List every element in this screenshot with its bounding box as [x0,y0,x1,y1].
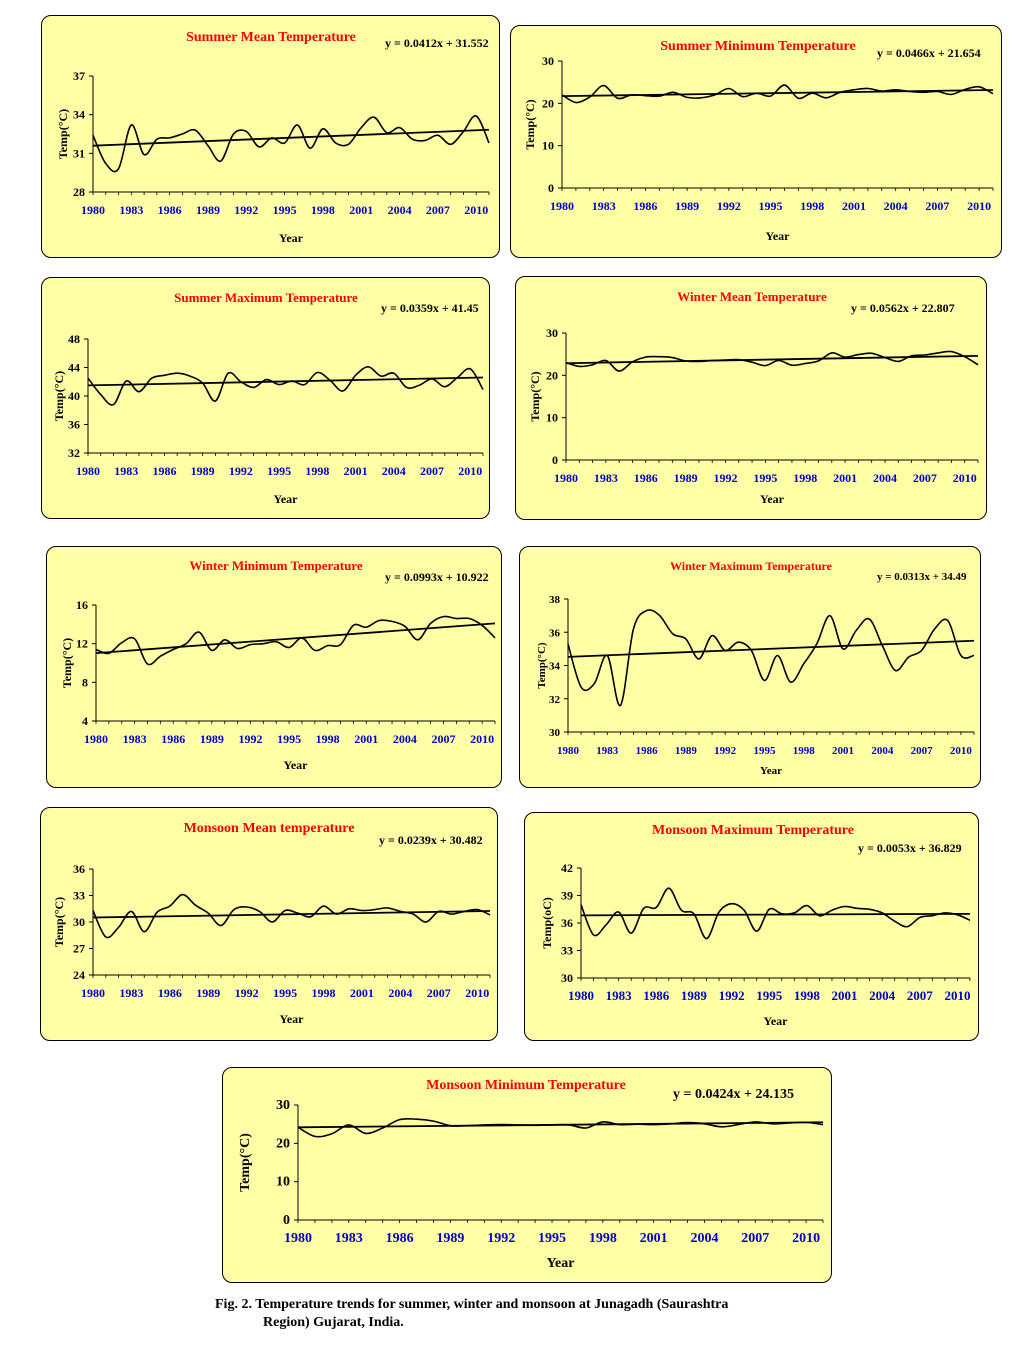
y-axis-label: Temp(°C) [52,896,66,948]
x-axis-label: Year [279,1012,304,1026]
y-axis-label: Temp(°C) [536,642,548,689]
x-tick-label: 1986 [161,732,186,746]
series-line [88,367,483,405]
trend-equation: y = 0.0053x + 36.829 [858,841,962,855]
x-tick-label: 1983 [591,199,616,213]
x-tick-label: 1992 [718,988,745,1003]
x-tick-label: 2007 [431,732,456,746]
x-tick-label: 1998 [305,464,330,478]
chart-panel-summer-mean [41,15,500,258]
x-tick-label: 2007 [906,988,933,1003]
x-tick-label: 1980 [284,1231,312,1246]
y-tick-label: 37 [73,69,85,83]
x-tick-label: 2004 [869,988,896,1003]
x-tick-label: 2001 [832,745,855,757]
y-tick-label: 20 [546,368,558,383]
chart-svg-summer-maximum [42,278,491,520]
x-tick-label: 1980 [84,732,108,746]
x-axis-label: Year [760,765,782,777]
x-tick-label: 2010 [464,203,489,217]
trend-equation: y = 0.0424x + 24.135 [673,1087,794,1102]
chart-panel-winter-mean [515,276,987,520]
y-axis-label: Temp(oC) [540,897,554,949]
series-line [568,610,974,706]
x-tick-label: 1998 [793,988,820,1003]
x-tick-label: 1980 [557,745,579,757]
chart-title: Summer Minimum Temperature [660,39,856,54]
trend-equation: y = 0.0466x + 21.654 [877,46,981,60]
x-tick-label: 1995 [758,199,783,213]
caption-line-1: Fig. 2. Temperature trends for summer, winter and monsoon at Junagadh (Saurashtra [215,1297,729,1312]
x-axis-label: Year [279,231,303,245]
y-tick-label: 30 [542,54,554,68]
x-tick-label: 1980 [550,199,574,213]
x-tick-label: 1995 [267,464,292,478]
y-tick-label: 8 [82,675,88,690]
x-tick-label: 1992 [487,1231,516,1246]
y-tick-label: 0 [283,1213,290,1228]
trend-line [88,377,483,385]
x-tick-label: 1989 [199,732,224,746]
chart-title: Winter Maximum Temperature [670,559,832,573]
chart-svg-monsoon-minimum [223,1068,833,1284]
x-tick-label: 1986 [152,464,177,478]
y-tick-label: 24 [73,968,85,982]
x-tick-label: 2010 [952,471,977,485]
x-tick-label: 1983 [593,471,618,485]
trend-line [298,1122,823,1127]
y-tick-label: 36 [549,627,560,640]
chart-svg-summer-minimum [511,26,1003,259]
y-tick-label: 44 [68,360,80,375]
trend-line [93,911,490,918]
x-tick-label: 2010 [458,464,483,478]
x-axis-label: Year [273,492,298,506]
x-tick-label: 2004 [690,1231,719,1246]
x-tick-label: 2010 [792,1231,821,1246]
chart-svg-summer-mean [42,16,501,259]
series-line [96,616,495,664]
x-tick-label: 1989 [674,745,697,757]
y-tick-label: 10 [542,138,554,153]
series-line [298,1119,823,1137]
x-tick-label: 1983 [119,203,144,217]
x-tick-label: 1992 [234,986,259,1000]
y-tick-label: 16 [76,598,88,612]
x-tick-label: 1980 [81,986,105,1000]
x-tick-label: 2007 [925,199,950,213]
x-tick-label: 1992 [713,471,738,485]
y-axis-label: Temp(°C) [528,371,542,422]
y-tick-label: 38 [549,594,560,606]
y-tick-label: 48 [68,332,80,346]
y-tick-label: 34 [549,660,560,673]
x-tick-label: 1992 [234,203,259,217]
x-tick-label: 2001 [639,1231,668,1246]
x-tick-label: 1995 [277,732,302,746]
chart-panel-winter-maximum [519,546,981,788]
x-tick-label: 2004 [381,464,406,478]
x-tick-label: 2010 [470,732,495,746]
x-tick-label: 1980 [568,988,594,1003]
x-tick-label: 1980 [81,203,105,217]
x-tick-label: 1983 [596,745,619,757]
y-tick-label: 30 [561,971,573,985]
x-tick-label: 1986 [157,986,182,1000]
y-tick-label: 10 [276,1174,290,1190]
x-tick-label: 2007 [426,986,451,1000]
trend-equation: y = 0.0412x + 31.552 [385,36,489,50]
x-tick-label: 2010 [967,199,992,213]
chart-title: Monsoon Mean temperature [183,821,355,836]
x-tick-label: 1986 [385,1231,414,1246]
chart-title: Summer Maximum Temperature [174,290,358,305]
chart-panel-monsoon-mean [40,807,498,1041]
chart-panel-winter-minimum [46,546,502,788]
trend-equation: y = 0.0359x + 41.45 [381,301,479,315]
y-tick-label: 36 [68,417,80,432]
trend-equation: y = 0.0562x + 22.807 [851,301,955,315]
x-tick-label: 1986 [157,203,182,217]
x-tick-label: 2004 [388,986,413,1000]
x-tick-label: 1992 [228,464,253,478]
y-tick-label: 30 [546,326,558,340]
chart-panel-summer-maximum [41,277,490,519]
y-tick-label: 31 [73,146,85,161]
trend-equation: y = 0.0993x + 10.922 [385,570,489,584]
chart-svg-monsoon-maximum [525,813,980,1042]
chart-title: Monsoon Maximum Temperature [652,823,854,838]
chart-panel-monsoon-minimum [222,1067,832,1283]
x-tick-label: 1989 [673,471,698,485]
x-tick-label: 2004 [872,471,897,485]
x-tick-label: 1998 [793,471,818,485]
y-axis-label: Temp(°C) [56,108,70,160]
y-axis-label: Temp(°C) [60,637,74,689]
y-tick-label: 4 [82,714,88,728]
y-tick-label: 32 [549,693,560,706]
x-tick-label: 2001 [831,988,858,1003]
x-tick-label: 1995 [538,1231,567,1246]
trend-equation: y = 0.0313x + 34.49 [877,571,967,583]
x-tick-label: 1998 [588,1231,617,1246]
y-axis-label: Temp(°C) [52,370,66,422]
chart-svg-monsoon-mean [41,808,499,1042]
figure-caption [215,1296,835,1332]
x-tick-label: 1989 [675,199,700,213]
x-tick-label: 1986 [643,988,670,1003]
y-tick-label: 30 [549,727,560,739]
x-tick-label: 2007 [420,464,445,478]
x-tick-label: 1995 [272,203,297,217]
x-tick-label: 2004 [871,745,894,757]
y-tick-label: 36 [73,862,85,876]
x-tick-label: 2004 [883,199,908,213]
x-tick-label: 2010 [465,986,490,1000]
x-tick-label: 2007 [912,471,937,485]
x-tick-label: 2007 [910,745,933,757]
chart-svg-winter-maximum [520,547,982,789]
caption-line-2: Region) Gujarat, India. [263,1315,404,1330]
x-tick-label: 2004 [392,732,417,746]
x-tick-label: 1989 [195,203,220,217]
y-tick-label: 12 [76,636,88,651]
y-tick-label: 36 [561,916,573,930]
x-axis-label: Year [763,1014,788,1028]
x-tick-label: 1992 [714,745,737,757]
x-tick-label: 1998 [311,986,336,1000]
trend-line [96,623,495,653]
y-tick-label: 28 [73,185,85,199]
x-axis-label: Year [760,492,784,506]
y-axis-label: Temp(°C) [238,1133,253,1192]
y-tick-label: 40 [68,389,80,403]
x-axis-label: Year [283,758,308,772]
x-tick-label: 1986 [633,199,658,213]
x-tick-label: 2001 [349,986,374,1000]
chart-svg-winter-mean [516,277,988,521]
x-tick-label: 1983 [122,732,147,746]
x-tick-label: 1983 [605,988,632,1003]
chart-panel-monsoon-maximum [524,812,979,1041]
x-tick-label: 1980 [554,471,578,485]
x-axis-label: Year [546,1256,575,1271]
y-tick-label: 20 [542,96,554,111]
x-tick-label: 1998 [792,745,815,757]
x-tick-label: 2010 [949,745,972,757]
x-tick-label: 2004 [387,203,412,217]
x-tick-label: 1989 [196,986,221,1000]
y-tick-label: 20 [276,1136,290,1152]
x-tick-label: 1992 [716,199,741,213]
y-tick-label: 0 [548,181,554,195]
y-tick-label: 33 [73,888,85,903]
x-tick-label: 2001 [349,203,374,217]
x-tick-label: 1983 [334,1231,363,1246]
x-tick-label: 1992 [238,732,263,746]
x-tick-label: 1989 [680,988,707,1003]
x-tick-label: 1983 [119,986,144,1000]
x-tick-label: 1986 [635,745,658,757]
x-tick-label: 1995 [756,988,783,1003]
trend-line [581,914,970,916]
y-tick-label: 30 [73,915,85,929]
x-tick-label: 1998 [800,199,825,213]
x-tick-label: 1989 [190,464,215,478]
x-tick-label: 2001 [343,464,368,478]
chart-panel-summer-minimum [510,25,1002,258]
chart-title: Summer Mean Temperature [186,30,356,45]
x-tick-label: 1983 [114,464,139,478]
y-tick-label: 34 [73,107,85,122]
y-tick-label: 0 [552,453,558,467]
x-tick-label: 2001 [354,732,379,746]
x-tick-label: 1989 [436,1231,465,1246]
x-tick-label: 1986 [633,471,658,485]
x-tick-label: 2001 [833,471,858,485]
x-tick-label: 1995 [753,745,776,757]
y-tick-label: 42 [561,861,573,875]
chart-title: Monsoon Minimum Temperature [426,1078,626,1093]
chart-svg-winter-minimum [47,547,503,789]
chart-title: Winter Mean Temperature [677,289,827,304]
x-tick-label: 1998 [310,203,335,217]
x-axis-label: Year [765,229,790,243]
x-tick-label: 2001 [841,199,866,213]
y-tick-label: 33 [561,943,573,958]
y-tick-label: 39 [561,888,573,903]
x-tick-label: 1998 [315,732,340,746]
x-tick-label: 1980 [76,464,100,478]
x-tick-label: 1995 [753,471,778,485]
y-tick-label: 32 [68,446,80,460]
y-tick-label: 27 [73,941,85,956]
y-axis-label: Temp(°C) [523,99,537,150]
y-tick-label: 30 [276,1098,290,1113]
y-tick-label: 10 [546,410,558,425]
x-tick-label: 2010 [944,988,971,1003]
chart-title: Winter Minimum Temperature [189,558,363,573]
x-tick-label: 2007 [425,203,450,217]
x-tick-label: 2007 [741,1231,770,1246]
trend-equation: y = 0.0239x + 30.482 [379,833,483,847]
x-tick-label: 1995 [273,986,298,1000]
